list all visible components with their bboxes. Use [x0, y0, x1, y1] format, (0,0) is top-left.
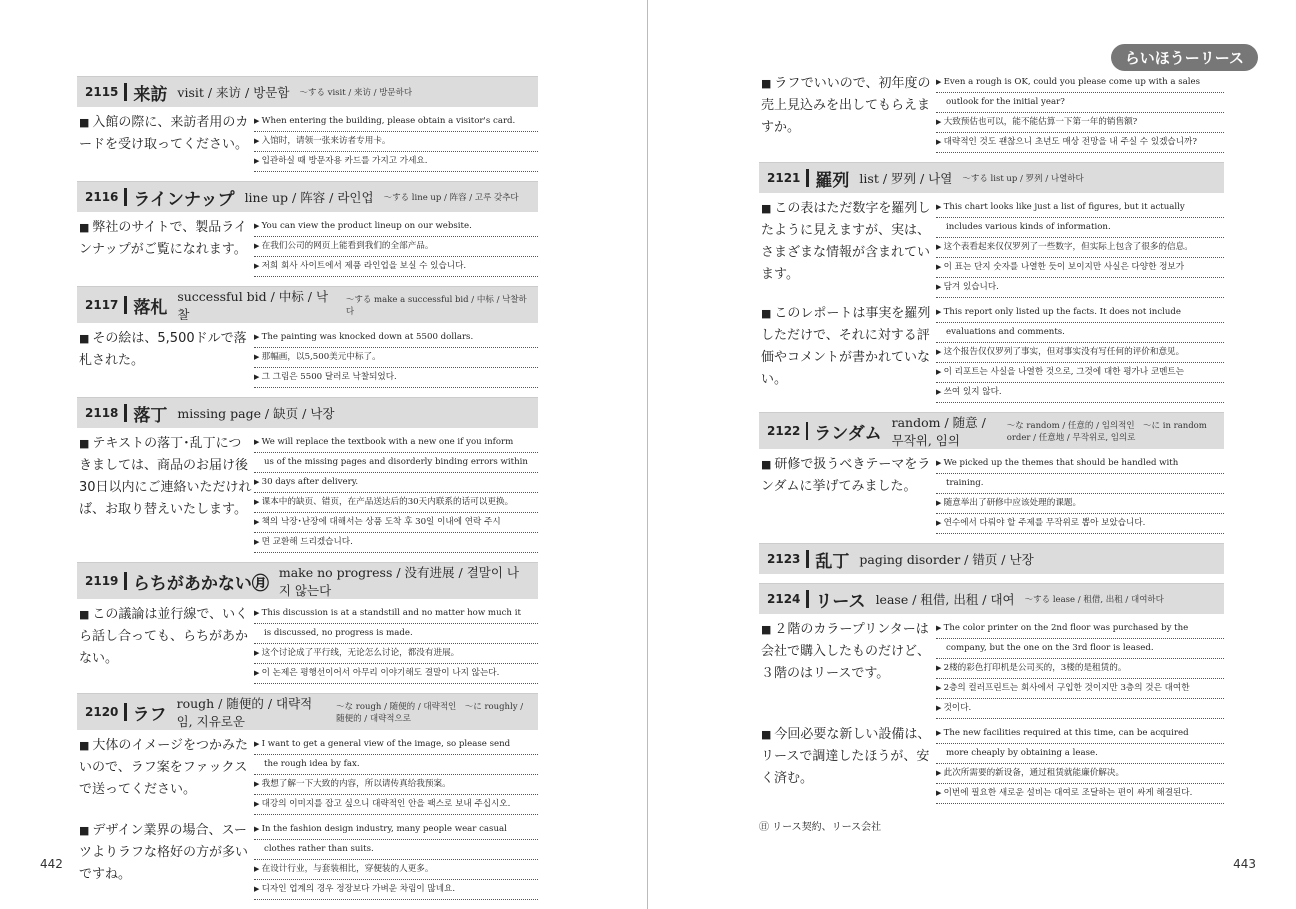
example-translations [254, 735, 538, 815]
headword: リース [815, 591, 866, 612]
translation-line: ▶ Even a rough is OK, could you please come up with a sales [936, 73, 1224, 93]
headword-gloss: list / 罗列 / 나열 [859, 171, 953, 186]
related-words-note: ㊐ リース契約、リース会社 [759, 822, 882, 833]
vocab-entry [77, 693, 538, 900]
translation-line: ▶ 那幅画，以5,500美元中标了。 [254, 348, 538, 368]
example-japanese: ■ 研修で扱うべきテーマをランダムに挙げてみました。 [759, 454, 936, 534]
translation-line: ▶ 입관하실 때 방문자용 카드를 가지고 가세요. [254, 152, 538, 172]
example-translations [936, 724, 1224, 804]
headword: 羅列 [815, 170, 850, 191]
derived-forms: ～する list up / 罗列 / 나열하다 [962, 174, 1084, 184]
example-sentence [759, 73, 1224, 153]
example-sentence [77, 433, 538, 553]
derived-forms: ～する visit / 来访 / 방문하다 [299, 88, 413, 98]
example-sentence [77, 735, 538, 815]
headword: ラインナップ [133, 189, 235, 210]
vocab-entry [77, 181, 538, 277]
translation-line: ▶ You can view the product lineup on our website. [254, 217, 538, 237]
translation-line: company, but the one on the 3rd floor is leased. [936, 639, 1224, 659]
header-bar [124, 404, 127, 422]
translation-line: ▶ 대강의 이미지를 잡고 싶으니 대략적인 안을 팩스로 보내 주십시오. [254, 795, 538, 815]
translation-line: ▶ 쓰여 있지 않다. [936, 383, 1224, 403]
example-sentence [759, 724, 1224, 804]
example-translations [254, 604, 538, 684]
translation-line: ▶ 책의 낙장･난장에 대해서는 상품 도착 후 30일 이내에 연락 주시 [254, 513, 538, 533]
translation-line: ▶ This discussion is at a standstill and no matter how much it [254, 604, 538, 624]
derived-forms: ～する make a successful bid / 中标 / 낙찰하다 [345, 295, 527, 317]
translation-line: ▶ 在设计行业，与套装相比，穿便装的人更多。 [254, 860, 538, 880]
headword-gloss: rough / 随便的 / 대략적임, 지유로운 [176, 696, 313, 729]
entry-number: 2122 [767, 424, 801, 438]
entry-header [759, 543, 1224, 574]
translation-line: evaluations and comments. [936, 323, 1224, 343]
translation-line: ▶ 연수에서 다뤄야 할 주제를 무작위로 뽑아 보았습니다. [936, 514, 1224, 534]
translation-line: ▶ 그 그림은 5500 달러로 낙찰되었다. [254, 368, 538, 388]
example-sentence [759, 303, 1224, 403]
entry-header [77, 397, 538, 428]
translation-line: ▶ This chart looks like just a list of figures, but it actually [936, 198, 1224, 218]
example-japanese: ■ 大体のイメージをつかみたいので、ラフ案をファックスで送ってください。 [77, 735, 254, 815]
entry-number: 2115 [85, 85, 119, 99]
left-entries [77, 76, 538, 909]
derived-forms: ～する line up / 阵容 / 고루 갖추다 [383, 193, 519, 203]
headword-gloss: paging disorder / 错页 / 난장 [859, 552, 1034, 567]
example-japanese: ■ デザイン業界の場合、スーツよりラフな格好の方が多いですね。 [77, 820, 254, 900]
example-translations [936, 619, 1224, 719]
header-bar [124, 703, 126, 721]
headword-gloss: visit / 来访 / 방문함 [177, 85, 290, 100]
example-sentence [77, 820, 538, 900]
entry-number: 2118 [85, 406, 119, 420]
translation-line: ▶ 것이다. [936, 699, 1224, 719]
translation-line: ▶ 면 교환해 드리겠습니다. [254, 533, 538, 553]
example-translations [936, 303, 1224, 403]
headword-gloss: random / 随意 / 무작위, 임의 [891, 415, 986, 448]
vocab-entry [759, 583, 1224, 804]
header-bar [124, 296, 127, 314]
headword: 落丁 [133, 405, 168, 426]
translation-line: more cheaply by obtaining a lease. [936, 744, 1224, 764]
derived-forms: ～する lease / 租借, 出租 / 대여하다 [1024, 595, 1164, 605]
example-japanese: ■ 今回必要な新しい設備は、リースで調達したほうが、安く済む。 [759, 724, 936, 804]
translation-line: the rough idea by fax. [254, 755, 538, 775]
translation-line: ▶ This report only listed up the facts. It does not include [936, 303, 1224, 323]
entry-number: 2121 [767, 171, 801, 185]
translation-line: ▶ 随意举出了研修中应该处理的课题。 [936, 494, 1224, 514]
translation-line: us of the missing pages and disorderly binding errors within [254, 453, 538, 473]
header-bar [806, 169, 809, 187]
translation-line: includes various kinds of information. [936, 218, 1224, 238]
headword: 来訪 [133, 84, 168, 105]
header-bar [124, 188, 127, 206]
translation-line: ▶ 这个讨论成了平行线，无论怎么讨论，都没有进展。 [254, 644, 538, 664]
translation-line: ▶ 这个报告仅仅罗列了事实，但对事实没有写任何的评价和意见。 [936, 343, 1224, 363]
entry-header [77, 562, 538, 599]
example-japanese: ■ この議論は並行線で、いくら話し合っても、らちがあかない。 [77, 604, 254, 684]
translation-line: ▶ 在我们公司的网页上能看到我们的全部产品。 [254, 237, 538, 257]
example-translations [254, 433, 538, 553]
entry-number: 2120 [85, 705, 119, 719]
translation-line: ▶ 2층의 컬러프린트는 회사에서 구입한 것이지만 3층의 것은 대여한 [936, 679, 1224, 699]
right-page [648, 0, 1296, 909]
example-translations [254, 820, 538, 900]
header-bar [806, 590, 809, 608]
translation-line: ▶ In the fashion design industry, many people wear casual [254, 820, 538, 840]
entry-header [77, 693, 538, 730]
translation-line: ▶ The new facilities required at this time, can be acquired [936, 724, 1224, 744]
headword: らちがあかない㊊ [132, 573, 269, 594]
translation-line: ▶ We will replace the textbook with a new one if you inform [254, 433, 538, 453]
headword-gloss: lease / 租借, 出租 / 대여 [875, 592, 1015, 607]
translation-line: ▶ We picked up the themes that should be handled with [936, 454, 1224, 474]
entry-number: 2124 [767, 592, 801, 606]
headword: ランダム [814, 423, 882, 444]
page-number-left: 442 [40, 857, 63, 871]
vocab-entry [759, 412, 1224, 534]
translation-line: ▶ When entering the building, please obtain a visitor's card. [254, 112, 538, 132]
translation-line: ▶ 30 days after delivery. [254, 473, 538, 493]
example-japanese: ■ その絵は、5,500ドルで落札された。 [77, 328, 254, 388]
example-sentence [759, 198, 1224, 298]
header-bar [806, 550, 809, 568]
headword: ラフ [132, 704, 167, 725]
example-translations [254, 217, 538, 277]
example-japanese: ■ 弊社のサイトで、製品ラインナップがご覧になれます。 [77, 217, 254, 277]
headword-gloss: line up / 阵容 / 라인업 [244, 190, 374, 205]
example-japanese: ■ このレポートは事実を羅列しただけで、それに対する評価やコメントが書かれていない。 [759, 303, 936, 403]
translation-line: ▶ 이 리포트는 사실을 나열한 것으로, 그것에 대한 평가나 코멘트는 [936, 363, 1224, 383]
derived-forms: ～な random / 任意的 / 임의적인 ～に in random order / 任意地 / 무작위로, 임의로 [1006, 421, 1207, 443]
header-bar [806, 422, 808, 440]
section-tag: らいほうーリース [1111, 44, 1258, 71]
vocab-entry [77, 286, 538, 388]
page-number-right: 443 [1233, 857, 1256, 871]
example-sentence [77, 604, 538, 684]
translation-line: ▶ I want to get a general view of the image, so please send [254, 735, 538, 755]
translation-line: ▶ 2楼的彩色打印机是公司买的，3楼的是租赁的。 [936, 659, 1224, 679]
entry-number: 2123 [767, 552, 801, 566]
translation-line: ▶ 저희 회사 사이트에서 제품 라인업을 보실 수 있습니다. [254, 257, 538, 277]
entry-header [759, 162, 1224, 193]
translation-line: ▶ 이 논제은 평행선이어서 아무리 이야기해도 결말이 나지 않는다. [254, 664, 538, 684]
translation-line: clothes rather than suits. [254, 840, 538, 860]
example-sentence [759, 454, 1224, 534]
translation-line: ▶ 디자인 업계의 경우 정장보다 가벼운 차림이 많네요. [254, 880, 538, 900]
entry-header [77, 181, 538, 212]
vocab-entry [759, 162, 1224, 403]
example-japanese: ■ テキストの落丁･乱丁につきましては、商品のお届け後30日以内にご連絡いただければ、お取り替えいたします。 [77, 433, 254, 553]
headword: 落札 [133, 297, 168, 318]
headword-gloss: make no progress / 没有进展 / 결말이 나지 않는다 [278, 565, 519, 598]
header-bar [124, 572, 126, 590]
example-japanese: ■ この表はただ数字を羅列したように見えますが、実は、さまざまな情報が含まれています。 [759, 198, 936, 298]
example-translations [254, 112, 538, 172]
vocab-entry [77, 76, 538, 172]
vocab-entry [759, 73, 1224, 153]
example-sentence [77, 112, 538, 172]
example-sentence [77, 328, 538, 388]
example-japanese: ■ ラフでいいので、初年度の売上見込みを出してもらえますか。 [759, 73, 936, 153]
entry-header [77, 286, 538, 323]
vocab-entry [77, 562, 538, 684]
translation-line: ▶ 담겨 있습니다. [936, 278, 1224, 298]
translation-line: ▶ 此次所需要的新设备，通过租赁就能廉价解决。 [936, 764, 1224, 784]
example-translations [254, 328, 538, 388]
example-japanese: ■ ２階のカラープリンターは会社で購入したものだけど、３階のはリースです。 [759, 619, 936, 719]
example-japanese: ■ 入館の際に、来訪者用のカードを受け取ってください。 [77, 112, 254, 172]
translation-line: ▶ 课本中的缺页、错页，在产品送达后的30天内联系的话可以更换。 [254, 493, 538, 513]
translation-line: ▶ 이 표는 단지 숫자를 나열한 듯이 보이지만 사실은 다양한 정보가 [936, 258, 1224, 278]
translation-line: ▶ The painting was knocked down at 5500 dollars. [254, 328, 538, 348]
translation-line: ▶ 这个表看起来仅仅罗列了一些数字，但实际上包含了很多的信息。 [936, 238, 1224, 258]
translation-line: ▶ 大致预估也可以，能不能估算一下第一年的销售额? [936, 113, 1224, 133]
headword-gloss: successful bid / 中标 / 낙찰 [177, 289, 329, 322]
translation-line: ▶ 이번에 필요한 새로운 설비는 대여로 조달하는 편이 싸게 해결된다. [936, 784, 1224, 804]
vocab-entry [77, 397, 538, 553]
entry-header [759, 583, 1224, 614]
example-sentence [77, 217, 538, 277]
translation-line: is discussed, no progress is made. [254, 624, 538, 644]
example-translations [936, 454, 1224, 534]
example-translations [936, 198, 1224, 298]
entry-number: 2117 [85, 298, 119, 312]
entry-number: 2119 [85, 574, 119, 588]
vocab-entry [759, 543, 1224, 574]
translation-line: outlook for the initial year? [936, 93, 1224, 113]
example-translations [936, 73, 1224, 153]
right-entries [759, 68, 1224, 833]
example-sentence [759, 619, 1224, 719]
entry-number: 2116 [85, 190, 119, 204]
translation-line: training. [936, 474, 1224, 494]
entry-header [759, 412, 1224, 449]
translation-line: ▶ 我想了解一下大致的内容，所以请传真给我预案。 [254, 775, 538, 795]
headword-gloss: missing page / 缺页 / 낙장 [177, 406, 335, 421]
headword: 乱丁 [815, 551, 850, 572]
translation-line: ▶ 入馆时，请领一张来访者专用卡。 [254, 132, 538, 152]
header-bar [124, 83, 127, 101]
translation-line: ▶ The color printer on the 2nd floor was purchased by the [936, 619, 1224, 639]
entry-header [77, 76, 538, 107]
translation-line: ▶ 대략적인 것도 괜찮으니 초년도 매상 전망을 내 주실 수 있겠습니까? [936, 133, 1224, 153]
derived-forms: ～な rough / 随便的 / 대략적인 ～に roughly / 随便的 / 대략적으로 [336, 702, 524, 724]
